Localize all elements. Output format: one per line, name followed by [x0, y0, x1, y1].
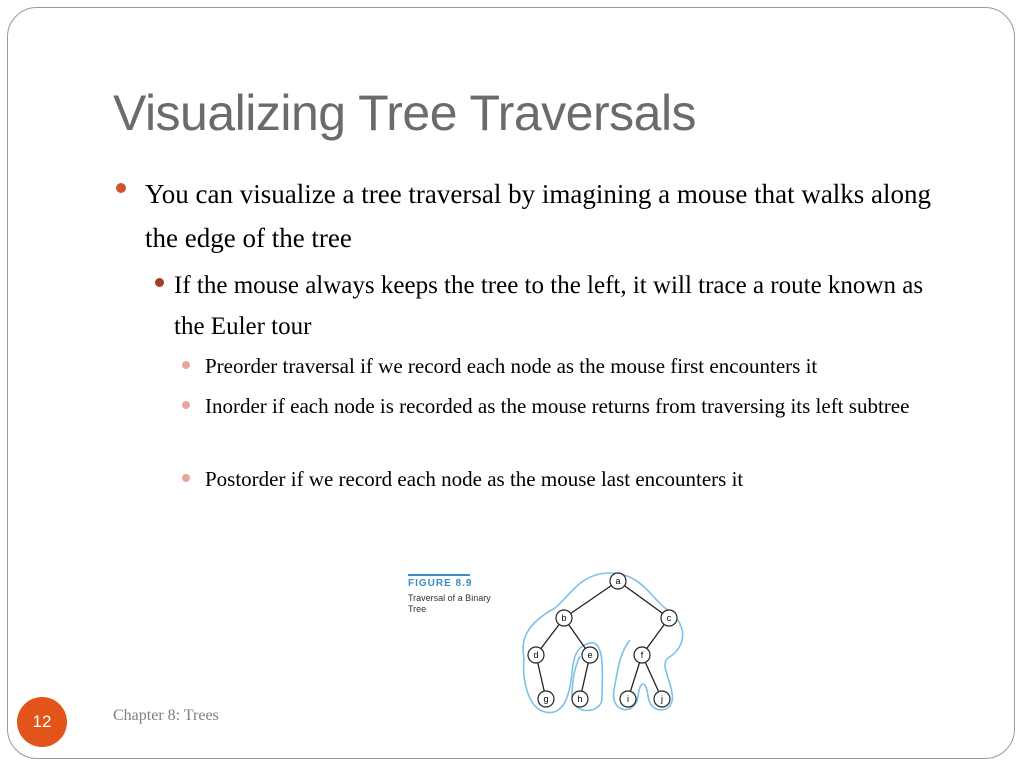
node-e: [582, 647, 598, 663]
node-h-label: h: [577, 694, 583, 704]
bullet-dot-icon: [155, 278, 164, 287]
bullet-dot-icon: [182, 361, 190, 369]
bullet-inorder-text: Inorder if each node is recorded as the mouse returns from traversing its left subtree: [205, 394, 910, 418]
node-d-label: d: [533, 650, 539, 660]
bullet-dot-icon: [182, 474, 190, 482]
node-j-label: j: [661, 694, 663, 704]
node-b: [556, 610, 572, 626]
bullet-postorder-text: Postorder if we record each node as the mouse last encounters it: [205, 467, 744, 491]
bullet-dot-icon: [182, 401, 190, 409]
slide-number-badge: 12: [17, 697, 67, 747]
bullet-level2-text: If the mouse always keeps the tree to the left, it will trace a route known as the Euler tour: [174, 272, 924, 340]
figure-rule: [408, 574, 470, 576]
bullet-postorder: [205, 463, 975, 496]
bullet-level1-text: You can visualize a tree traversal by imagining a mouse that walks along the edge of the tree: [145, 179, 932, 253]
bullet-level1: [145, 172, 945, 260]
node-i: [620, 691, 636, 707]
node-a: [610, 573, 626, 589]
node-f-label: f: [640, 650, 644, 660]
binary-tree-diagram: [510, 568, 690, 720]
footer-chapter: Chapter 8: Trees: [113, 707, 219, 724]
bullet-preorder: [205, 350, 975, 383]
node-g-label: g: [543, 694, 549, 704]
bullet-level2: [174, 265, 934, 347]
node-c-label: c: [666, 613, 672, 623]
node-e-label: e: [587, 650, 593, 660]
node-j: [654, 691, 670, 707]
node-b-label: b: [561, 613, 567, 623]
figure-caption: Traversal of a Binary Tree: [408, 593, 491, 614]
node-h: [572, 691, 588, 707]
node-f: [634, 647, 650, 663]
bullet-inorder: [205, 390, 975, 423]
bullet-preorder-text: Preorder traversal if we record each node as the mouse first encounters it: [205, 354, 818, 378]
node-d: [528, 647, 544, 663]
slide-title: Visualizing Tree Traversals: [113, 85, 697, 141]
figure-number: FIGURE 8.9: [408, 578, 473, 589]
node-a-label: a: [615, 576, 621, 586]
node-i-label: i: [627, 694, 629, 704]
node-g: [538, 691, 554, 707]
node-c: [661, 610, 677, 626]
bullet-dot-icon: [116, 183, 126, 193]
